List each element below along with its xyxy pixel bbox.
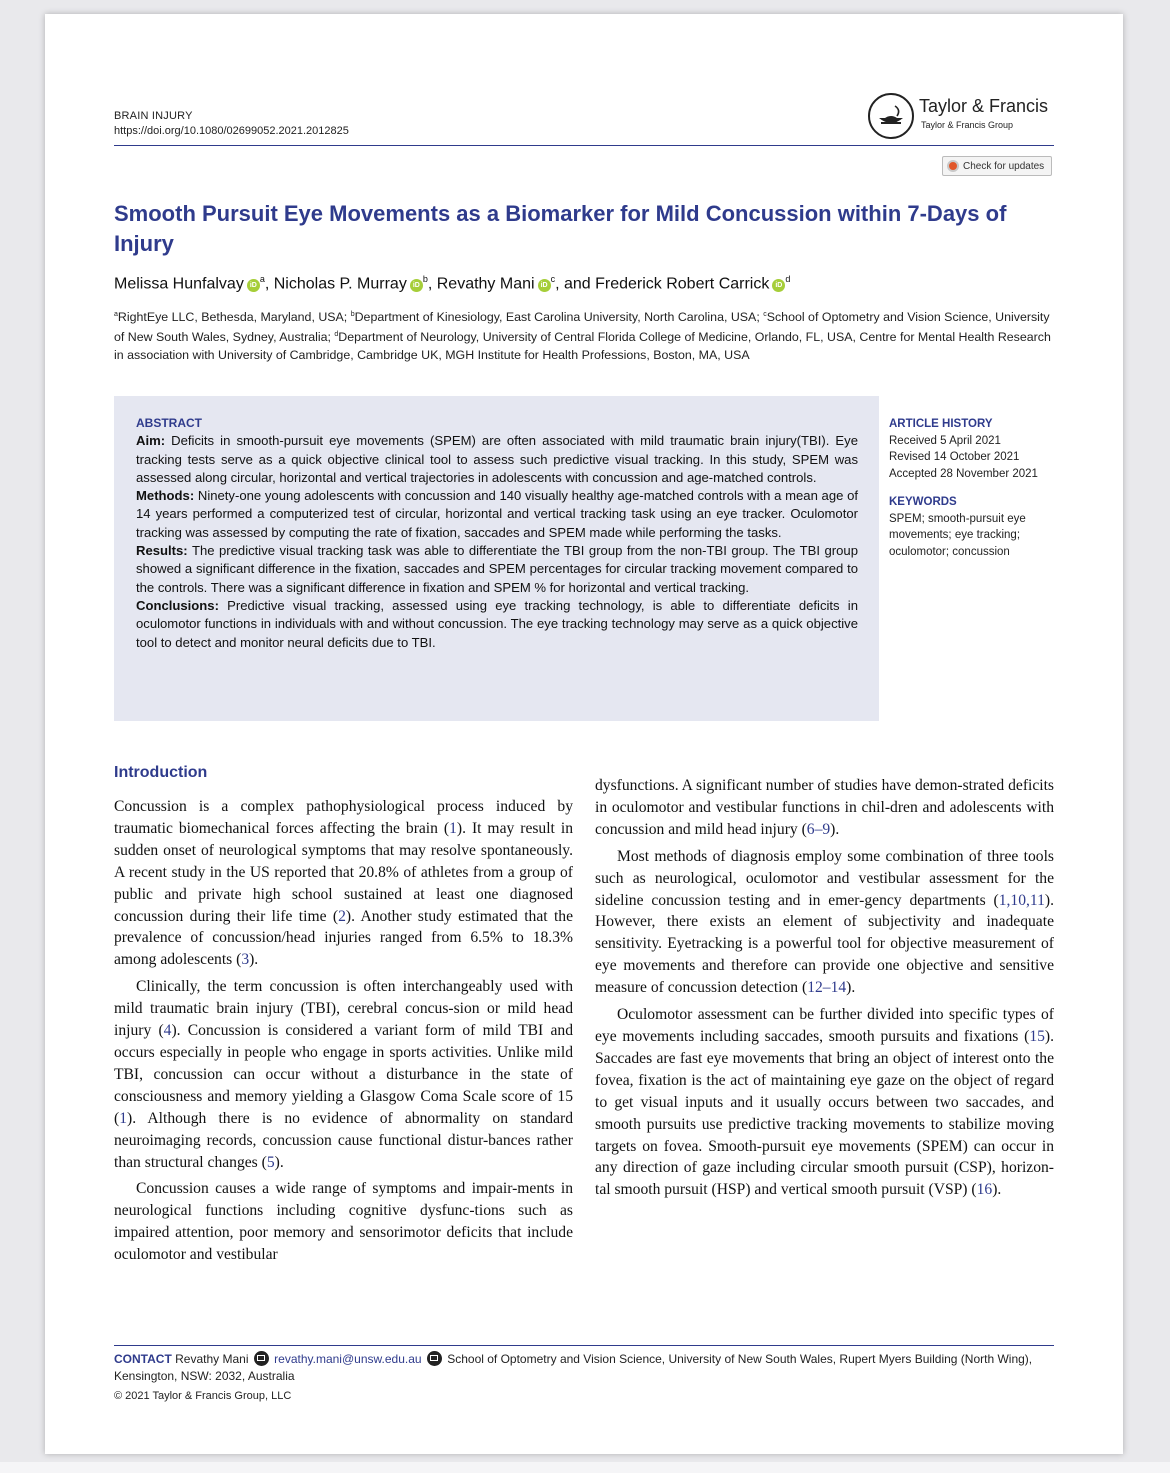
paragraph <box>114 796 573 971</box>
author-affil-mark: c <box>550 274 556 284</box>
paragraph-text: dysfunctions. A significant number of studies have demon-strated deficits in oculomotor and vestibular functions in chil-dren and adolescents with concussion and mild head injury ( <box>595 777 1054 838</box>
body-column-left <box>114 796 573 1271</box>
affiliation-mark: d <box>334 331 339 339</box>
lamp-icon <box>867 92 915 140</box>
paragraph <box>114 1178 573 1266</box>
paragraph-text: ). <box>249 951 259 969</box>
citation-link[interactable]: 16 <box>976 1181 993 1199</box>
abstract-section <box>136 487 858 542</box>
paragraph <box>595 846 1054 999</box>
copyright: © 2021 Taylor & Francis Group, LLC <box>114 1390 292 1402</box>
keywords-text: SPEM; smooth-pursuit eye movements; eye tracking; oculomotor; concussion <box>889 512 1026 558</box>
contact-name: Revathy Mani <box>171 1352 252 1366</box>
citation-link[interactable]: 12–14 <box>807 979 847 997</box>
address-icon <box>427 1351 442 1366</box>
paragraph <box>595 775 1054 841</box>
header-rule <box>114 145 1054 146</box>
paragraph-text: ). Concussion is considered a variant form of mild TBI and occurs especially in people who engage in sports activities. Unlike mild TBI, concussion can occur without a disturbance in the state of consciousness and memory yielding a Glasgow Coma Scale score of 15 ( <box>114 1022 573 1127</box>
crossmark-icon <box>947 160 959 172</box>
paragraph-text: ). However, there exists an element of subjectivity and inadequate sensitivity. Eyetracking is a powerful tool for objective measurement of eye movements and therefore can provide one objective and sensitive measure of concussion detection ( <box>595 891 1054 997</box>
citation-link[interactable]: 6–9 <box>806 820 831 838</box>
doi-link[interactable]: https://doi.org/10.1080/02699052.2021.2012825 <box>114 125 349 137</box>
paragraph-text: Oculomotor assessment can be further divided into specific types of eye movements including saccades, smooth pursuits and fixations ( <box>595 1006 1054 1045</box>
paragraph-text: Concussion causes a wide range of symptoms and impair-ments in neurological functions including cognitive dysfunc-tions such as impaired attention, poor memory and sensorimotor deficits that include oculomotor and vestibular <box>114 1180 573 1264</box>
orcid-icon[interactable]: iD <box>538 279 551 292</box>
abstract-section <box>136 432 858 487</box>
citation-link[interactable]: 3 <box>241 951 250 969</box>
orcid-icon[interactable]: iD <box>410 279 423 292</box>
abstract-text <box>136 414 858 652</box>
author-separator: , and <box>555 275 596 293</box>
paragraph-text: ). <box>274 1153 284 1171</box>
publisher-name: Taylor & Francis <box>919 96 1049 116</box>
footer-rule <box>114 1345 1054 1346</box>
article-history-heading: ARTICLE HISTORY <box>889 418 993 430</box>
abstract-section <box>136 597 858 652</box>
affiliation-text: School of Optometry and Vision Science, University of New South Wales, Sydney, Australia; <box>114 310 1050 345</box>
citation-link[interactable]: 15 <box>1029 1027 1045 1045</box>
orcid-icon[interactable]: iD <box>772 279 785 292</box>
citation-link[interactable]: 5 <box>266 1153 275 1171</box>
contact-email-link[interactable]: revathy.mani@unsw.edu.au <box>274 1352 422 1366</box>
abstract-section-label: Aim: <box>136 433 166 449</box>
citation-link[interactable]: 1 <box>449 819 457 837</box>
author-affil-mark: d <box>785 274 791 284</box>
paragraph-text: ). <box>992 1181 1002 1199</box>
abstract-section-text: Deficits in smooth-pursuit eye movements (SPEM) are often associated with mild traumatic brain injury(TBI). Eye tracking tests serve as a quick objective clinical tool to assess such predictive visual tracking. In this study, SPEM was assessed along circular, horizontal and vertical trajectories in adolescents with concussion and age-matched controls. <box>136 433 858 485</box>
publisher-logo[interactable] <box>867 92 1067 150</box>
author-affil-mark: a <box>259 274 265 284</box>
citation-link[interactable]: 4 <box>163 1022 172 1040</box>
citation-link[interactable]: 1,10,11 <box>998 891 1045 909</box>
abstract-section-label: Methods: <box>136 488 195 504</box>
abstract-section-text: Predictive visual tracking, assessed using eye tracking technology, is able to differentiate deficits in oculomotor functions in individuals with and without concussion. The eye tracking technology may serve as a quick objective tool to detect and monitor neural deficits due to TBI. <box>136 597 858 650</box>
check-updates-button[interactable] <box>942 156 1052 176</box>
contact-address: School of Optometry and Vision Science, University of New South Wales, Rupert Myers Building (North Wing), Kensington, NSW: 2032, Australia <box>114 1352 1033 1383</box>
paragraph-text: ). It may result in sudden onset of neurological symptoms that may resolve spontaneously. A recent study in the US reported that 20.8% of athletes from a group of public and private high school sustained at least one diagnosed concussion during their life time ( <box>114 819 573 925</box>
publisher-group: Taylor & Francis Group <box>921 120 1014 130</box>
affiliation-mark: b <box>350 311 355 318</box>
abstract-section <box>136 542 858 597</box>
keywords-heading: KEYWORDS <box>889 496 957 508</box>
paragraph-text: ). Another study estimated that the prevalence of concussion/head injuries ranged from 6.5% to 18.3% among adolescents ( <box>114 907 573 969</box>
paragraph-text: Most methods of diagnosis employ some combination of three tools such as neurological, oculomotor and vestibular assessment for the sideline concussion testing and in emer-gency departments ( <box>595 847 1054 909</box>
abstract-heading: ABSTRACT <box>136 416 202 430</box>
paragraph-text: ). Although there is no evidence of abnormality on standard neuroimaging records, concussion cause functional distur-bances rather than structural changes ( <box>114 1109 573 1171</box>
author-name: Melissa Hunfalvay <box>114 275 244 293</box>
paragraph-text: ). Saccades are fast eye movements that bring an object of interest onto the fovea, fixation is the act of maintaining eye gaze on the object of regard to get visual inputs and it usually occurs between two saccades, and smooth pursuits use predictive tracking movements to stabilize moving targets on fovea. Smooth-pursuit eye movements (SPEM) can occur in any direction of gaze including circular smooth pursuit (CSP), horizon-tal smooth pursuit (HSP) and vertical smooth pursuit (VSP) ( <box>595 1027 1054 1199</box>
paper-page <box>45 14 1123 1454</box>
paragraph-text: ). <box>830 820 840 838</box>
paragraph-text: ). <box>846 979 856 997</box>
paragraph-text: Clinically, the term concussion is often interchangeably used with mild traumatic brain injury (TBI), cerebral concus-sion or mild head injury ( <box>114 978 573 1040</box>
affiliation-text: Department of Neurology, University of Central Florida College of Medicine, Orlando, FL, USA, Centre for Mental Health Research in association with University of Cambridge, Cambridge UK, MGH Institute for Health Professions, Boston, MA, USA <box>114 330 1051 363</box>
author-name: Frederick Robert Carrick <box>595 275 770 293</box>
article-sidebar <box>889 416 1059 560</box>
affiliation-text: RightEye LLC, Bethesda, Maryland, USA; <box>117 310 351 325</box>
paragraph <box>595 1004 1054 1201</box>
affiliations <box>114 306 1056 364</box>
journal-name: BRAIN INJURY <box>114 110 193 122</box>
abstract-section-label: Results: <box>136 543 188 559</box>
abstract-section-text: The predictive visual tracking task was able to differentiate the TBI group from the non-TBI group. The TBI group showed a significant difference in the fixation, saccades and SPEM percentages for circular tracking movement compared to the controls. There was a significant difference in fixation and SPEM % for horizontal and vertical tracking. <box>136 543 858 595</box>
received-date: Received 5 April 2021 <box>889 434 1001 447</box>
contact-info <box>114 1351 1056 1385</box>
paragraph-text: Concussion is a complex pathophysiological process induced by traumatic biomechanical forces affecting the brain ( <box>114 798 573 837</box>
article-title: Smooth Pursuit Eye Movements as a Biomarker for Mild Concussion within 7-Days of Injury <box>114 201 1007 256</box>
abstract-section-label: Conclusions: <box>136 597 219 613</box>
check-updates-label: Check for updates <box>963 160 1045 172</box>
orcid-icon[interactable]: iD <box>247 279 260 292</box>
author-list <box>114 268 1059 295</box>
email-icon <box>254 1351 269 1366</box>
affiliation-mark: a <box>114 311 118 318</box>
accepted-date: Accepted 28 November 2021 <box>889 467 1038 480</box>
abstract-box <box>114 396 879 721</box>
contact-label: CONTACT <box>114 1352 172 1366</box>
citation-link[interactable]: 1 <box>119 1109 127 1127</box>
author-affil-mark: b <box>422 274 428 284</box>
revised-date: Revised 14 October 2021 <box>889 451 1020 463</box>
body-column-right <box>595 775 1054 1206</box>
paragraph <box>114 976 573 1173</box>
citation-link[interactable]: 2 <box>338 907 346 925</box>
introduction-heading: Introduction <box>114 764 208 781</box>
abstract-section-text: Ninety-one young adolescents with concussion and 140 visually healthy age-matched controls with a mean age of 14 years performed a computerized test of circular, horizontal and vertical tracking task using an eye tracker. Oculomotor tracking was assessed by computing the rate of fixation, saccades and SPEM made while performing the tasks. <box>136 488 858 540</box>
affiliation-text: Department of Kinesiology, East Carolina University, North Carolina, USA; <box>354 310 764 325</box>
author-separator: , <box>427 275 437 293</box>
affiliation-mark: c <box>763 311 767 318</box>
author-name: Revathy Mani <box>436 275 535 293</box>
viewer-background <box>0 1462 1170 1473</box>
author-separator: , <box>264 275 274 293</box>
author-name: Nicholas P. Murray <box>273 275 407 293</box>
